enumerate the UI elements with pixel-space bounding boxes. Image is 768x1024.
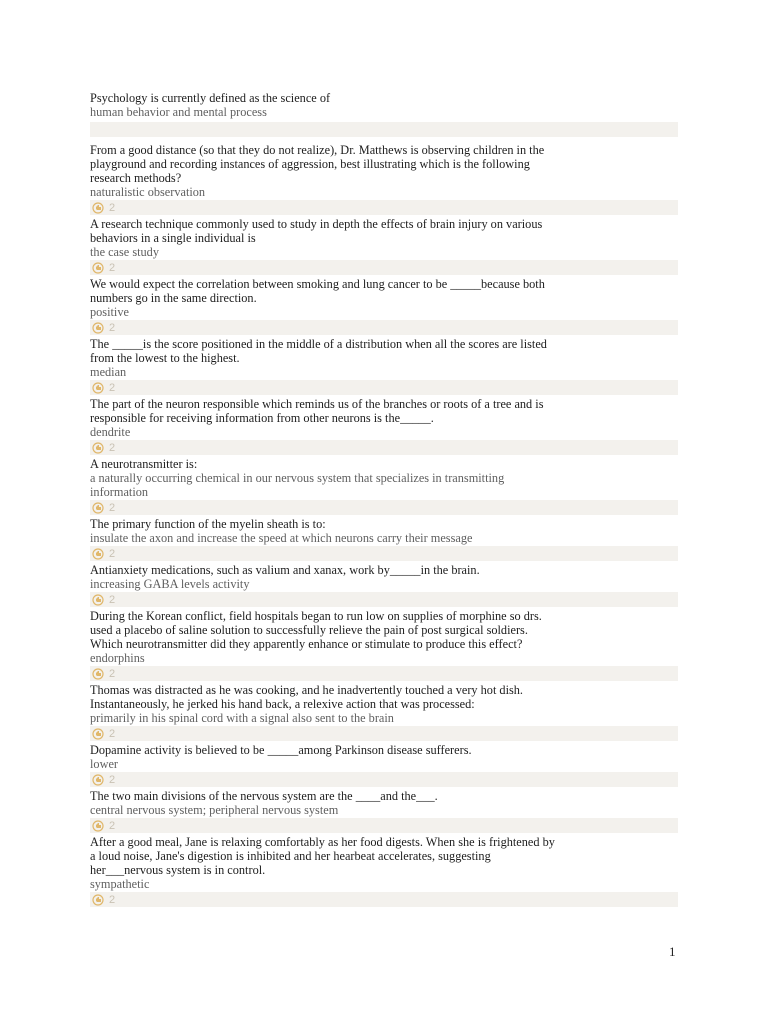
qa-item [90,91,678,137]
answer-text: primarily in his spinal cord with a signal also sent to the brain [90,711,394,725]
like-thumb-icon[interactable] [92,548,106,560]
qa-item [90,517,678,561]
like-count: 2 [109,773,116,786]
like-thumb-icon[interactable] [92,594,106,606]
page-number: 1 [669,944,676,959]
answer-text: dendrite [90,425,131,439]
question-text: Dopamine activity is believed to be _____among Parkinson disease sufferers. [90,743,472,757]
question-text: A neurotransmitter is: [90,457,198,471]
answer-text: sympathetic [90,877,150,891]
qa-item [90,457,678,515]
like-count: 2 [109,593,116,606]
like-count: 2 [109,261,116,274]
like-thumb-icon[interactable] [92,668,106,680]
like-bar [90,892,678,907]
answer-text: increasing GABA levels activity [90,577,250,591]
question-text: From a good distance (so that they do not realize), Dr. Matthews is observing children in the playground and recording instances of aggression, best illustrating which is the following research methods? [90,143,545,185]
answer-text: human behavior and mental process [90,105,267,119]
question-text: Antianxiety medications, such as valium and xanax, work by_____in the brain. [90,563,480,577]
like-thumb-icon[interactable] [92,202,106,214]
like-bar [90,726,678,741]
like-thumb-icon[interactable] [92,502,106,514]
like-bar [90,200,678,215]
answer-text: a naturally occurring chemical in our nervous system that specializes in transmitting information [90,471,505,499]
like-thumb-icon[interactable] [92,774,106,786]
answer-text: naturalistic observation [90,185,206,199]
qa-item [90,743,678,787]
answer-text: positive [90,305,129,319]
qa-item [90,789,678,833]
like-bar [90,320,678,335]
like-bar [90,592,678,607]
like-bar [90,260,678,275]
answer-text: lower [90,757,118,771]
answer-text: median [90,365,127,379]
like-count: 2 [109,501,116,514]
like-thumb-icon[interactable] [92,820,106,832]
question-text: The part of the neuron responsible which reminds us of the branches or roots of a tree and is responsible for receiving information from other neurons is the_____. [90,397,544,425]
question-text: The primary function of the myelin sheath is to: [90,517,326,531]
qa-item [90,835,678,907]
qa-item [90,143,678,215]
question-text: The two main divisions of the nervous system are the ____and the___. [90,789,438,803]
question-text: Thomas was distracted as he was cooking, and he inadvertently touched a very hot dish. Instantaneously, he jerked his hand back, a relexive action that was processed: [90,683,524,711]
question-text: During the Korean conflict, field hospitals began to run low on supplies of morphine so drs. used a placebo of saline solution to successfully relieve the pain of post surgical soldiers. Which neurotransmitter did they apparently enhance or stimulate to produce this effect? [90,609,542,651]
qa-item [90,397,678,455]
like-bar [90,380,678,395]
divider-bar [90,122,678,137]
like-count: 2 [109,381,116,394]
like-count: 2 [109,201,116,214]
like-bar [90,500,678,515]
like-bar [90,666,678,681]
answer-text: insulate the axon and increase the speed at which neurons carry their message [90,531,473,545]
qa-item [90,217,678,275]
question-text: A research technique commonly used to study in depth the effects of brain injury on various behaviors in a single individual is [90,217,543,245]
like-count: 2 [109,441,116,454]
question-text: After a good meal, Jane is relaxing comfortably as her food digests. When she is frightened by a loud noise, Jane's digestion is inhibited and her hearbeat accelerates, suggesting her___nervous system is in control. [90,835,555,877]
flashcard-list [90,91,678,909]
like-bar [90,818,678,833]
like-thumb-icon[interactable] [92,322,106,334]
qa-item [90,337,678,395]
answer-text: central nervous system; peripheral nervous system [90,803,339,817]
answer-text: the case study [90,245,159,259]
like-bar [90,772,678,787]
question-text: Psychology is currently defined as the science of [90,91,331,105]
question-text: The _____is the score positioned in the middle of a distribution when all the scores are listed from the lowest to the highest. [90,337,547,365]
like-count: 2 [109,547,116,560]
qa-item [90,277,678,335]
answer-text: endorphins [90,651,145,665]
like-bar [90,440,678,455]
question-text: We would expect the correlation between smoking and lung cancer to be _____because both numbers go in the same direction. [90,277,545,305]
like-count: 2 [109,893,116,906]
like-count: 2 [109,727,116,740]
qa-item [90,563,678,607]
like-thumb-icon[interactable] [92,382,106,394]
like-count: 2 [109,321,116,334]
like-thumb-icon[interactable] [92,894,106,906]
qa-item [90,683,678,741]
like-thumb-icon[interactable] [92,442,106,454]
like-bar [90,546,678,561]
like-thumb-icon[interactable] [92,262,106,274]
like-thumb-icon[interactable] [92,728,106,740]
qa-item [90,609,678,681]
like-count: 2 [109,819,116,832]
like-count: 2 [109,667,116,680]
